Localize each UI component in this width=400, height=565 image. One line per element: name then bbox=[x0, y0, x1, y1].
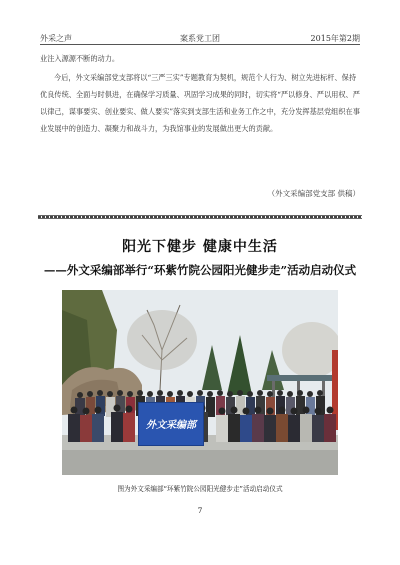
body-paragraph-continued: 业注入源源不断的动力。 bbox=[40, 54, 120, 63]
photo-banner-text: 外文采编部 bbox=[146, 420, 196, 431]
article-credit: （外文采编部党支部 供稿） bbox=[267, 189, 360, 198]
running-header bbox=[40, 30, 360, 45]
article-subtitle: ——外文采编部举行“环紫竹院公园阳光健步走”活动启动仪式 bbox=[43, 263, 357, 277]
group-photo-illustration bbox=[62, 290, 338, 475]
photo-caption: 图为外文采编部“环紫竹院公园阳光健步走”活动启动仪式 bbox=[117, 485, 283, 493]
section-divider bbox=[38, 215, 362, 219]
body-paragraph: 今后，外文采编部党支部将以“三严三实”专题教育为契机，规范个人行为、树立先进标杆、保持优良传统、全面与时俱进，在确保学习质量、巩固学习成果的同时，切实将“严以修身、严以用权、严以律己，谋事要实、创业要实、做人要实”落实到支部生活和业务工作之中，充分发挥基层党组织在事业发展中的创造力、凝聚力和战斗力，为我馆事业的发展做出更大的贡献。 bbox=[40, 73, 360, 133]
header-left-title: 外采之声 bbox=[40, 34, 72, 43]
header-section-name: 案系党工团 bbox=[180, 34, 220, 43]
header-issue: 2015年第2期 bbox=[310, 34, 360, 43]
page-number: 7 bbox=[197, 506, 203, 515]
article-title: 阳光下健步 健康中生活 bbox=[122, 239, 278, 255]
photo-banner bbox=[138, 402, 204, 446]
group-photo bbox=[62, 290, 338, 475]
